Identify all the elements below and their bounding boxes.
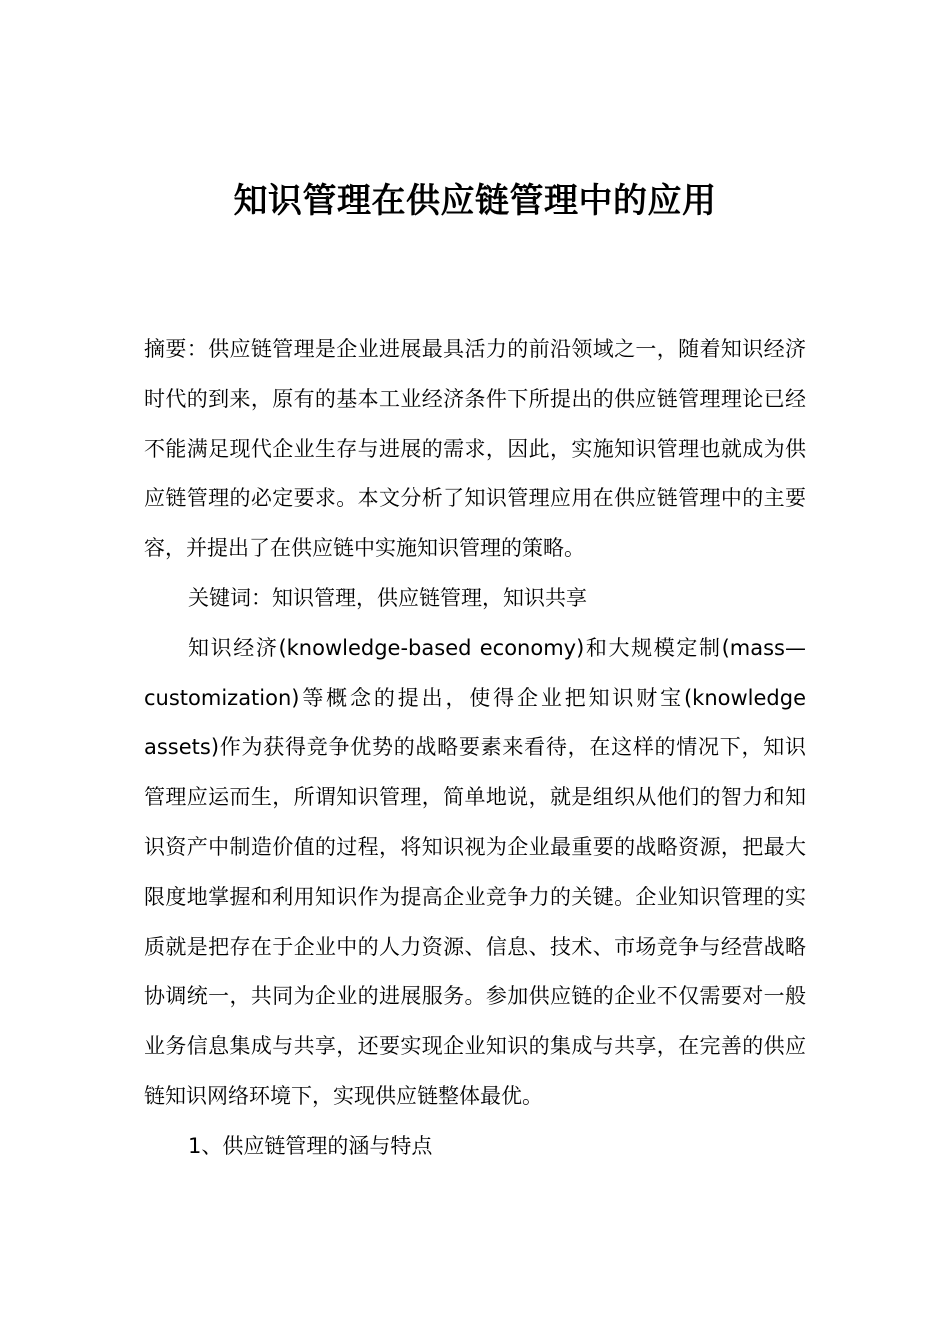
document-title: 知识管理在供应链管理中的应用: [233, 181, 717, 221]
section-heading: 1、供应链管理的涵与特点: [188, 1133, 433, 1158]
body-paragraph: 知识经济(knowledge-based economy)和大规模定制(mass—customization)等概念的提出，使得企业把知识财宝(knowledge assets)作为获得竞争优势的战略要素来看待，在这样的情况下，知识管理应运而生，所谓知识管理，简单地说，就是组织从他们的智力和知识资产中制造价值的过程，将知识视为企业最重要的战略资源，把最大限度地掌握和利用知识作为提高企业竞争力的关键。企业知识管理的实质就是把存在于企业中的人力资源、信息、技术、市场竞争与经营战略协调统一，共同为企业的进展服务。参加供应链的企业不仅需要对一般业务信息集成与共享，还要实现企业知识的集成与共享，在完善的供应链知识网络环境下，实现供应链整体最优。: [144, 635, 806, 1108]
document-body: [144, 325, 806, 1172]
abstract-paragraph: 摘要：供应链管理是企业进展最具活力的前沿领域之一，随着知识经济时代的到来，原有的基本工业经济条件下所提出的供应链管理理论已经不能满足现代企业生存与进展的需求，因此，实施知识管理也就成为供应链管理的必定要求。本文分析了知识管理应用在供应链管理中的主要容，并提出了在供应链中实施知识管理的策略。: [144, 337, 806, 561]
keywords-paragraph: 关键词：知识管理，供应链管理，知识共享: [188, 585, 587, 610]
